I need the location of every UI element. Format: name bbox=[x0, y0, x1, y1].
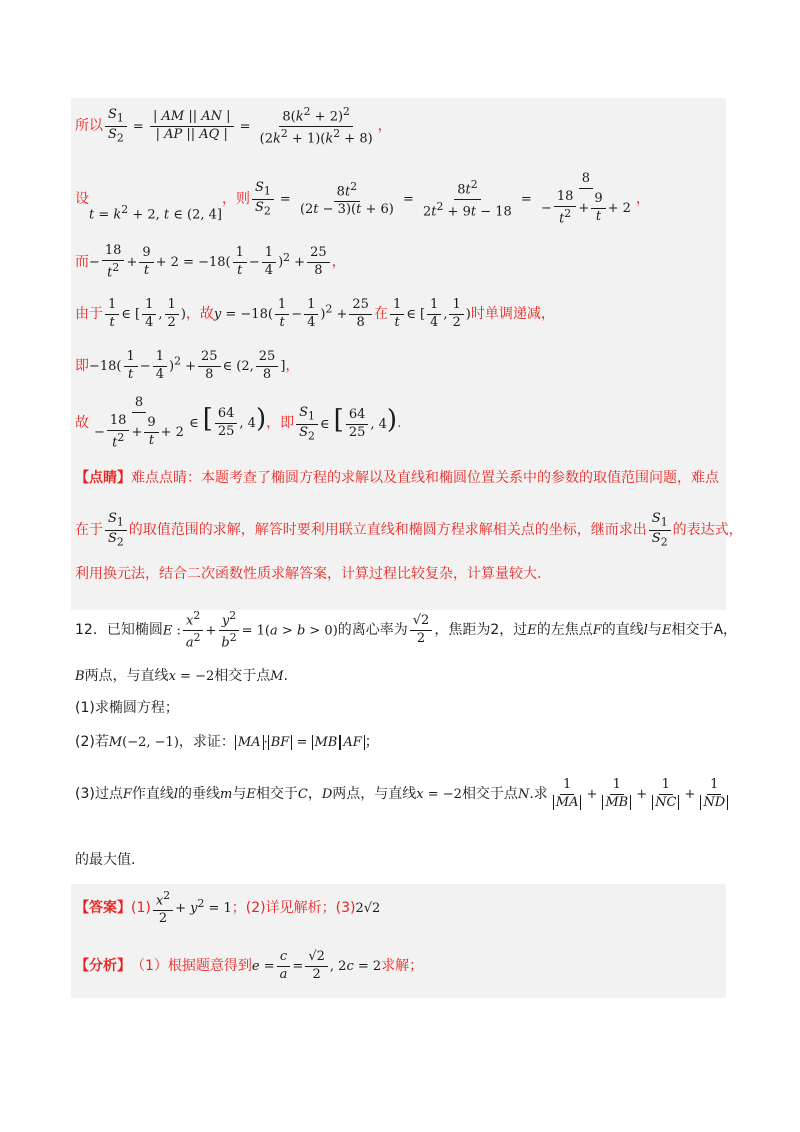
solution-line-3: 而 − $\frac{18}{t^2}$ + $\frac{9}{t}$ + 2 = −18( $\frac{1}{t}$ − $\frac{1}{4}$ )$^2$ + $\frac{25}{8}$ ， bbox=[75, 243, 346, 281]
answer-line: 【答案】 (1) $\frac{x^2}{2}$ + $y^2 = 1$ ；(2)详见解析；(3) 2√2 bbox=[75, 889, 381, 927]
formula-analysis: e = $\frac{c}{a}$ = $\frac{√2}{2}$ , 2c = 2 bbox=[251, 949, 382, 982]
formula-ratio: $\frac{S_1}{S_2}$ = $\frac{| AM || AN |}{| AP || AQ |}$ = $\frac{8(k^2 + 2)^2}{(2k^2 + 1)(k^2 + 8)}$ bbox=[103, 106, 378, 148]
formula-y: y = −18( $\frac{1}{t}$ − $\frac{1}{4}$ )$^2$ + $\frac{25}{8}$ bbox=[214, 298, 374, 331]
formula-range-1: $\frac{1}{t}$ ∈ [ $\frac{1}{4}$ , $\frac{1}{2}$ ) bbox=[103, 298, 186, 331]
problem-line-1: 12． 已知椭圆 E : $\frac{x^2}{a^2}$ + $\frac{y^2}{b^2}$ = 1(a > b > 0) 的离心率为 $\frac{√2}{2}$ ，焦距为2，过 E 的左焦点 F 的直线 l 与 E 相交于A， bbox=[75, 609, 738, 651]
solution-line-1: 所以 $\frac{S_1}{S_2}$ = $\frac{| AM || AN |}{| AP || AQ |}$ = $\frac{8(k^2 + 2)^2}{(2k^2 + 1)(k^2 + 8)}$ ， bbox=[75, 105, 392, 147]
question-3: (3)过点 F 作直线 l 的垂线 m 与 E 相交于 C ， D 两点，与直线 x = −2 相交于点 N .求 $\frac{1}{MA}$ + $\frac{1}{MB}$ + $\frac{1}{NC}$ + $\frac{1}{ND}$ bbox=[75, 778, 733, 811]
solution-line-4: 由于 $\frac{1}{t}$ ∈ [ $\frac{1}{4}$ , $\frac{1}{2}$ ) ，故 y = −18( $\frac{1}{t}$ − $\frac{1}{4}$ )$^2$ + $\frac{25}{8}$ 在 $\frac{1}{t}$ ∈ [ $\frac{1}{4}$ , $\frac{1}{2}$ ) 时单调递减， bbox=[75, 297, 555, 330]
review-line-2: 在于 $\frac{S_1}{S_2}$ 的取值范围的求解，解答时要利用联立直线和椭圆方程求解相关点的坐标，继而求出 $\frac{S_1}{S_2}$ 的表达式， bbox=[75, 511, 743, 549]
formula-s-ratio: $\frac{S_1}{S_2}$ bbox=[103, 512, 129, 549]
formula-eccentricity: $\frac{√2}{2}$ bbox=[408, 614, 435, 647]
problem-number: 12． bbox=[75, 622, 107, 639]
formula-range-2: $\frac{1}{t}$ ∈ [ $\frac{1}{4}$ , $\frac{1}{2}$ ) bbox=[388, 298, 471, 331]
prefix-text: 故 bbox=[75, 415, 89, 432]
formula-answer-ellipse: $\frac{x^2}{2}$ + $y^2 = 1$ bbox=[151, 890, 232, 927]
solution-line-5: 即 −18( $\frac{1}{t}$ − $\frac{1}{4}$ )$^2$ + $\frac{25}{8}$ ∈ (2, $\frac{25}{8}$ ] ， bbox=[75, 349, 300, 382]
solution-line-6: 故 8 − $\frac{18}{t^2}$ + $\frac{9}{t}$ + 2 ∈ [ $\frac{64}{25}$ , 4) ，即 $\frac{S_1}{S_2}$ ∈ [ $\frac{64}{25}$ , 4) . bbox=[75, 395, 402, 451]
analysis-line: 【分析】 （1）根据题意得到 e = $\frac{c}{a}$ = $\frac{√2}{2}$ , 2c = 2 求解； bbox=[75, 949, 424, 982]
question-1: (1)求椭圆方程； bbox=[75, 700, 179, 716]
review-line-3: 利用换元法，结合二次函数性质求解答案，计算过程比较复杂，计算量较大. bbox=[75, 566, 542, 582]
formula-s-ratio: $\frac{S_1}{S_2}$ bbox=[647, 512, 673, 549]
analysis-label: 【分析】 bbox=[75, 958, 131, 975]
review-label: 【点睛】 bbox=[75, 470, 131, 486]
formula-line: x = −2 bbox=[168, 668, 215, 684]
formula-point-m: M(−2, −1) bbox=[108, 734, 179, 750]
review-line-1: 【点睛】 难点点睛：本题考查了椭圆方程的求解以及直线和椭圆位置关系中的参数的取值范围问题，难点 bbox=[75, 470, 719, 486]
prefix-text: 设 bbox=[75, 191, 89, 208]
formula-answer-max: 2√2 bbox=[355, 900, 381, 916]
question-3-end: 的最大值. bbox=[75, 852, 136, 868]
formula-final-range: 8 − $\frac{18}{t^2}$ + $\frac{9}{t}$ + 2 ∈ [ $\frac{64}{25}$ , 4) bbox=[94, 395, 267, 451]
solution-line-2: 设 $t = k^2 + 2$, t ∈ (2, 4] ，则 $\frac{S_1}{S_2}$ = $\frac{8t^2}{(2t - 3)(t + 6)}$ = $\frac{8t^2}{2t^2 + 9t - 18}$ = 8 − $\frac{18}{t^2}$ + $\frac{9}{t}$ + 2 ， bbox=[75, 171, 650, 227]
prefix-text: 所以 bbox=[75, 118, 103, 135]
formula-quadratic: − $\frac{18}{t^2}$ + $\frac{9}{t}$ + 2 = −18( $\frac{1}{t}$ − $\frac{1}{4}$ )$^2$ + $\frac{25}{8}$ bbox=[89, 244, 332, 281]
formula-t-def: $t = k^2 + 2$, t ∈ (2, 4] bbox=[89, 203, 222, 223]
question-2: (2)若 M(−2, −1) ，求证： MA · BF = MB AF ； bbox=[75, 734, 379, 750]
formula-s-range: $\frac{S_1}{S_2}$ ∈ [ $\frac{64}{25}$ , 4) bbox=[294, 405, 397, 443]
formula-proof: MA · BF = MB AF bbox=[235, 735, 365, 751]
problem-line-2: B 两点，与直线 x = −2 相交于点 M . bbox=[75, 668, 288, 684]
formula-ratio-t: $\frac{S_1}{S_2}$ = $\frac{8t^2}{(2t - 3)(t + 6)}$ = $\frac{8t^2}{2t^2 + 9t - 18}$ = 8 − $\frac{18}{t^2}$ + $\frac{9}{t}$ + 2 bbox=[250, 172, 636, 227]
prefix-text: 即 bbox=[75, 358, 89, 375]
formula-ellipse: E : $\frac{x^2}{a^2}$ + $\frac{y^2}{b^2}$ = 1(a > b > 0) bbox=[162, 609, 338, 651]
prefix-text: 而 bbox=[75, 254, 89, 271]
formula-sum: $\frac{1}{MA}$ + $\frac{1}{MB}$ + $\frac{1}{NC}$ + $\frac{1}{ND}$ bbox=[548, 778, 733, 811]
formula-range-3: −18( $\frac{1}{t}$ − $\frac{1}{4}$ )$^2$ + $\frac{25}{8}$ ∈ (2, $\frac{25}{8}$ ] bbox=[89, 349, 286, 382]
prefix-text: 由于 bbox=[75, 306, 103, 323]
answer-label: 【答案】 bbox=[75, 900, 131, 917]
